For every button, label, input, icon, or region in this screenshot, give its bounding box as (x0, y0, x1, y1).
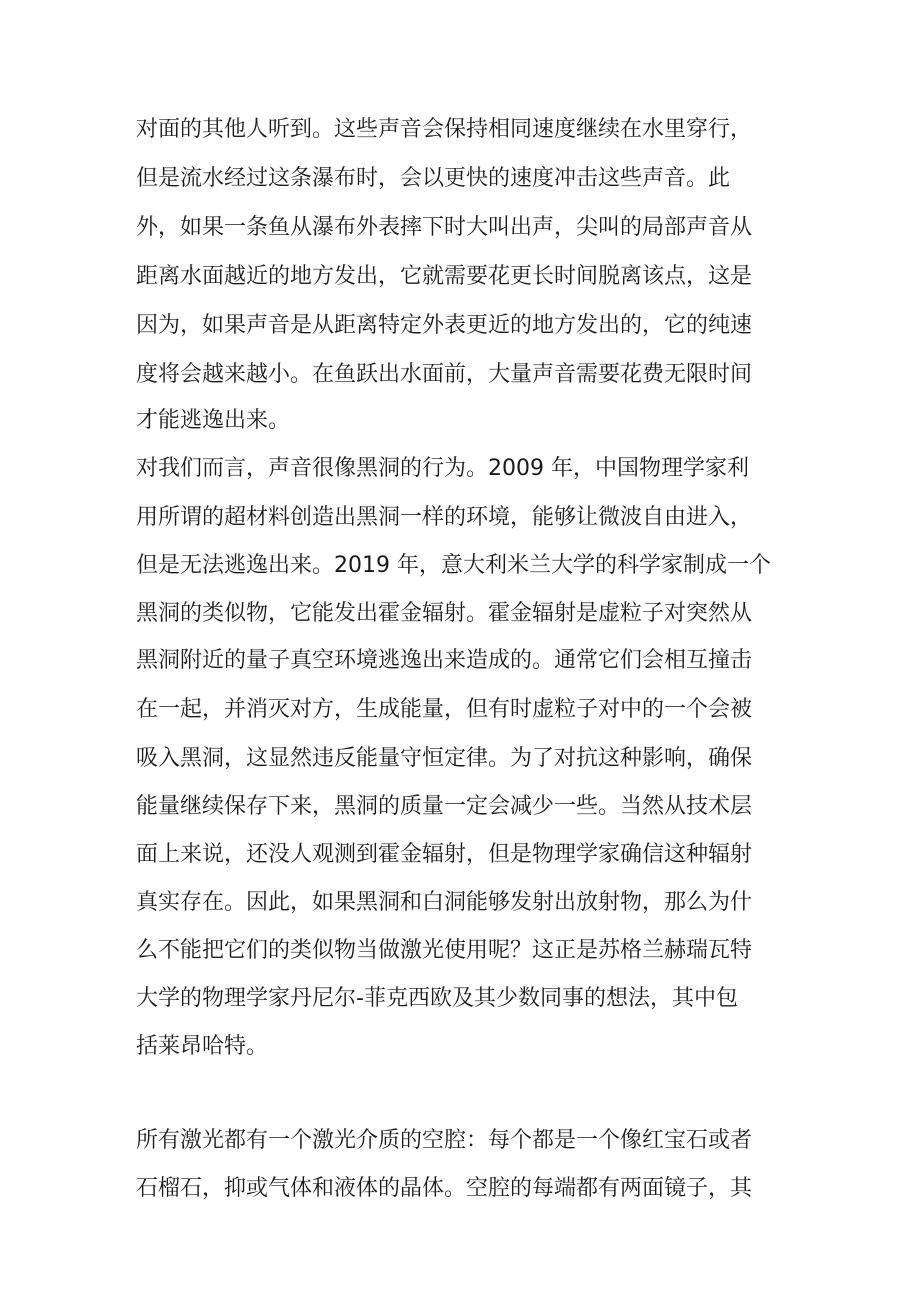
paragraph-line: 所有激光都有一个激光介质的空腔：每个都是一个像红宝石或者 (136, 1128, 753, 1153)
paragraph-line: 才能逃逸出来。 (136, 408, 291, 433)
paragraph-line: 么不能把它们的类似物当做激光使用呢？这正是苏格兰赫瑞瓦特 (136, 938, 753, 963)
paragraph-line: 黑洞的类似物，它能发出霍金辐射。霍金辐射是虚粒子对突然从 (136, 601, 753, 626)
paragraph-line: 度将会越来越小。在鱼跃出水面前，大量声音需要花费无限时间 (136, 362, 753, 387)
paragraph-line: 对我们而言，声音很像黑洞的行为。2009 年，中国物理学家利 (136, 456, 749, 481)
paragraph-line: 对面的其他人听到。这些声音会保持相同速度继续在水里穿行， (136, 117, 753, 142)
paragraph-line: 括莱昂哈特。 (136, 1034, 269, 1059)
paragraph-line: 在一起，并消灭对方，生成能量，但有时虚粒子对中的一个会被 (136, 697, 753, 722)
paragraph-line: 大学的物理学家丹尼尔-菲克西欧及其少数同事的想法，其中包 (136, 986, 738, 1011)
paragraph-line: 距离水面越近的地方发出，它就需要花更长时间脱离该点，这是 (136, 264, 753, 289)
paragraph-line: 面上来说，还没人观测到霍金辐射，但是物理学家确信这种辐射 (136, 842, 753, 867)
paragraph-line: 但是无法逃逸出来。2019 年，意大利米兰大学的科学家制成一个 (136, 553, 771, 578)
paragraph-line: 用所谓的超材料创造出黑洞一样的环境，能够让微波自由进入， (136, 505, 753, 530)
paragraph-line: 外，如果一条鱼从瀑布外表摔下时大叫出声，尖叫的局部声音从 (136, 215, 753, 240)
paragraph-line: 黑洞附近的量子真空环境逃逸出来造成的。通常它们会相互撞击 (136, 648, 753, 673)
paragraph-line: 因为，如果声音是从距离特定外表更近的地方发出的，它的纯速 (136, 313, 753, 338)
paragraph-line: 能量继续保存下来，黑洞的质量一定会减少一些。当然从技术层 (136, 794, 753, 819)
paragraph-line: 真实存在。因此，如果黑洞和白洞能够发射出放射物，那么为什 (136, 890, 753, 915)
paragraph-line: 石榴石，抑或气体和液体的晶体。空腔的每端都有两面镜子，其 (136, 1176, 753, 1201)
paragraph-line: 吸入黑洞，这显然违反能量守恒定律。为了对抗这种影响，确保 (136, 746, 753, 771)
paragraph-line: 但是流水经过这条瀑布时，会以更快的速度冲击这些声音。此 (136, 166, 731, 191)
